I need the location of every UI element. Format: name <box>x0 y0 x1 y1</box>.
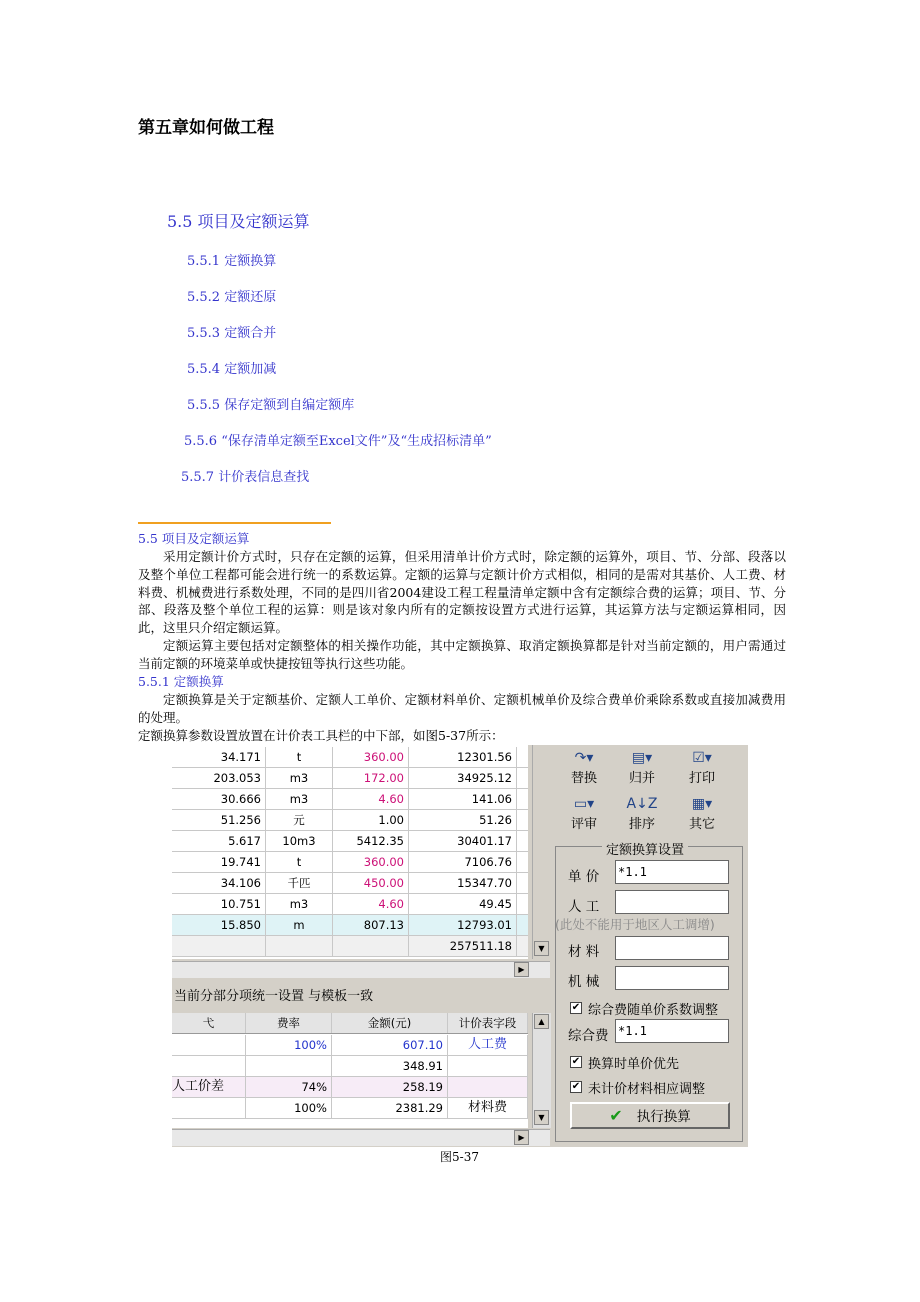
column-header: 计价表字段 <box>448 1013 528 1033</box>
quota-table <box>172 745 528 959</box>
table-cell: 12793.01 <box>409 915 517 935</box>
table-cell: 49.45 <box>409 894 517 914</box>
table-cell: 千匹 <box>266 873 333 893</box>
grand-total: 257511.18 <box>409 936 517 956</box>
paragraph: 采用定额计价方式时，只存在定额的运算，但采用清单计价方式时，除定额的运算外，项目、节、分部、段落以及整个单位工程都可能会进行统一的系数运算。定额的运算与定额计价方式相似，相同的是需对其基价、人工费、材料费、机械费进行系数处理，不同的是四川省2004建设工程工程量清单定额中含有定额综合费的运算；项目、节、分部、段落及整个单位工程的运算：则是该对象内所有的定额按设置方式进行运算，其运算方法与定额运算相同，因此，这里只介绍定额运算。 <box>138 549 786 636</box>
table-cell <box>448 1056 528 1076</box>
table-row[interactable] <box>172 1056 528 1077</box>
fee-table-header <box>172 1013 528 1034</box>
price-priority-label: 换算时单价优先 <box>588 1057 680 1072</box>
table-cell: 10.751 <box>172 894 266 914</box>
comp-fee-checkbox[interactable]: ✔ <box>571 1002 581 1013</box>
scroll-down-icon[interactable]: ▼ <box>534 1110 549 1125</box>
table-row[interactable] <box>172 1035 528 1056</box>
merge-button[interactable] <box>614 749 670 789</box>
table-cell: 348.91 <box>332 1056 448 1076</box>
table-row[interactable] <box>172 852 528 873</box>
table-cell: 203.053 <box>172 768 266 788</box>
toc-item[interactable]: 5.5.7 计价表信息查找 <box>181 470 310 485</box>
section-heading: 5.5 项目及定额运算 <box>138 531 250 546</box>
subsection-heading: 5.5.1 定额换算 <box>138 674 224 689</box>
table-cell: 34.171 <box>172 747 266 767</box>
table-cell <box>172 1098 246 1118</box>
table-cell: m3 <box>266 768 333 788</box>
machine-label: 机 械 <box>568 974 600 990</box>
scroll-right-icon[interactable]: ▶ <box>514 1130 529 1145</box>
table-cell: 19.741 <box>172 852 266 872</box>
table-cell: 4.60 <box>333 789 409 809</box>
unit-price-input[interactable]: *1.1 <box>615 860 729 884</box>
column-header: 金额(元) <box>332 1013 448 1033</box>
chapter-title: 第五章如何做工程 <box>138 118 274 138</box>
paragraph: 定额换算是关于定额基价、定额人工单价、定额材料单价、定额机械单价及综合费单价乘除系数或直接加减费用的处理。 <box>138 692 786 725</box>
sort-icon: A↓Z <box>626 796 658 812</box>
unpriced-material-checkbox[interactable]: ✔ <box>571 1081 581 1092</box>
table-row[interactable] <box>172 789 528 810</box>
button-label: 其它 <box>688 817 715 832</box>
print-icon: ☑▾ <box>692 750 712 766</box>
book-icon: ▭▾ <box>573 796 595 812</box>
material-input[interactable] <box>615 936 729 960</box>
table-cell: 258.19 <box>332 1077 448 1097</box>
button-label: 评审 <box>570 817 597 832</box>
settings-title: 定额换算设置 <box>602 839 688 858</box>
table-cell: 100% <box>246 1098 332 1118</box>
other-button[interactable] <box>674 795 730 835</box>
vertical-scrollbar[interactable] <box>532 745 551 959</box>
table-cell: 2381.29 <box>332 1098 448 1118</box>
table-row[interactable] <box>172 873 528 894</box>
table-cell: 360.00 <box>333 747 409 767</box>
fee-table-scrollbar[interactable] <box>532 1013 551 1128</box>
table-cell: 30401.17 <box>409 831 517 851</box>
table-cell <box>172 1035 246 1055</box>
table-cell <box>266 936 333 956</box>
button-label: 排序 <box>628 817 655 832</box>
table-cell: t <box>266 747 333 767</box>
unpriced-material-label: 未计价材料相应调整 <box>588 1082 706 1097</box>
table-cell: 1.00 <box>333 810 409 830</box>
table-cell: 人工费 <box>448 1035 528 1055</box>
table-cell: m3 <box>266 894 333 914</box>
table-cell <box>246 1056 332 1076</box>
table-cell: 51.256 <box>172 810 266 830</box>
table-cell: 807.13 <box>333 915 409 935</box>
sort-button[interactable] <box>614 795 670 835</box>
price-priority-checkbox[interactable]: ✔ <box>571 1056 581 1067</box>
table-cell: 51.26 <box>409 810 517 830</box>
button-label: 归并 <box>628 771 655 786</box>
table-cell: 30.666 <box>172 789 266 809</box>
column-header: 费率 <box>246 1013 332 1033</box>
column-header: 弋 <box>172 1013 246 1033</box>
table-cell: 15347.70 <box>409 873 517 893</box>
section-divider <box>138 522 331 524</box>
horizontal-scrollbar[interactable] <box>172 961 550 978</box>
fee-table <box>172 1013 528 1128</box>
horizontal-scrollbar[interactable] <box>172 1129 550 1146</box>
toc-item[interactable]: 5.5.1 定额换算 <box>187 254 277 269</box>
table-cell: 100% <box>246 1035 332 1055</box>
execute-conversion-button[interactable] <box>570 1102 730 1129</box>
settings-panel <box>552 745 748 1147</box>
table-cell: 12301.56 <box>409 747 517 767</box>
table-cell: 10m3 <box>266 831 333 851</box>
table-row[interactable] <box>172 1077 528 1098</box>
review-button[interactable] <box>556 795 612 835</box>
paragraph: 定额换算参数设置放置在计价表工具栏的中下部，如图5-37所示： <box>138 728 504 743</box>
checkmark-icon: ✔ <box>609 1106 623 1125</box>
table-cell: 607.10 <box>332 1035 448 1055</box>
print-button[interactable] <box>674 749 730 789</box>
toc-main-link[interactable]: 5.5 项目及定额运算 <box>167 212 310 231</box>
table-cell: 7106.76 <box>409 852 517 872</box>
table-row[interactable] <box>172 747 528 768</box>
table-cell: 15.850 <box>172 915 266 935</box>
table-cell: 34.106 <box>172 873 266 893</box>
toc-item[interactable]: 5.5.6 “保存清单定额至Excel文件”及“生成招标清单” <box>184 434 492 449</box>
toc-item[interactable]: 5.5.4 定额加减 <box>187 362 277 377</box>
table-cell: 74% <box>246 1077 332 1097</box>
table-cell: 材料费 <box>448 1098 528 1118</box>
scroll-right-icon[interactable]: ▶ <box>514 962 529 977</box>
figure-screenshot <box>172 745 748 1147</box>
table-cell: m <box>266 915 333 935</box>
table-cell <box>333 936 409 956</box>
figure-caption: 图5-37 <box>440 1150 479 1164</box>
table-cell <box>448 1077 528 1097</box>
table-row[interactable] <box>172 810 528 831</box>
merge-icon: ▤▾ <box>631 750 653 766</box>
replace-icon: ↷▾ <box>574 750 594 766</box>
table-row[interactable] <box>172 915 528 936</box>
unit-price-label: 单 价 <box>568 869 600 885</box>
toc-item[interactable]: 5.5.5 保存定额到自编定额库 <box>187 398 355 413</box>
button-label: 打印 <box>688 771 715 786</box>
labor-note: (此处不能用于地区人工调增) <box>555 917 715 932</box>
lower-panel-header: 当前分部分项统一设置 与模板一致 <box>172 984 552 1010</box>
toc-item[interactable]: 5.5.3 定额合并 <box>187 326 277 341</box>
machine-input[interactable] <box>615 966 729 990</box>
table-cell: 360.00 <box>333 852 409 872</box>
table-cell: 人工价差 <box>172 1077 246 1097</box>
toc-item[interactable]: 5.5.2 定额还原 <box>187 290 277 305</box>
table-cell: 141.06 <box>409 789 517 809</box>
total-row <box>172 936 528 957</box>
table-row[interactable] <box>172 894 528 915</box>
table-cell: 34925.12 <box>409 768 517 788</box>
table-cell: 4.60 <box>333 894 409 914</box>
button-label: 替换 <box>570 771 597 786</box>
labor-label: 人 工 <box>568 899 600 915</box>
scroll-up-icon[interactable]: ▲ <box>534 1014 549 1029</box>
table-cell: 172.00 <box>333 768 409 788</box>
scroll-down-icon[interactable]: ▼ <box>534 941 549 956</box>
comp-fee-checkbox-label: 综合费随单价系数调整 <box>588 1003 719 1018</box>
table-cell: 5.617 <box>172 831 266 851</box>
paragraph: 定额运算主要包括对定额整体的相关操作功能，其中定额换算、取消定额换算都是针对当前定额的，用户需通过当前定额的环境菜单或快捷按钮等执行这些功能。 <box>138 638 786 671</box>
table-cell: 5412.35 <box>333 831 409 851</box>
labor-input[interactable] <box>615 890 729 914</box>
table-row[interactable] <box>172 1098 528 1119</box>
other-icon: ▦▾ <box>691 796 713 812</box>
table-cell: m3 <box>266 789 333 809</box>
button-label: 执行换算 <box>636 1109 691 1125</box>
material-label: 材 料 <box>568 944 600 960</box>
comp-fee-label: 综合费 <box>568 1028 609 1044</box>
comp-fee-input[interactable]: *1.1 <box>615 1019 729 1043</box>
table-row[interactable] <box>172 831 528 852</box>
table-cell <box>172 1056 246 1076</box>
table-cell: 450.00 <box>333 873 409 893</box>
replace-button[interactable] <box>556 749 612 789</box>
table-cell: t <box>266 852 333 872</box>
table-cell: 元 <box>266 810 333 830</box>
table-row[interactable] <box>172 768 528 789</box>
table-cell <box>172 936 266 956</box>
